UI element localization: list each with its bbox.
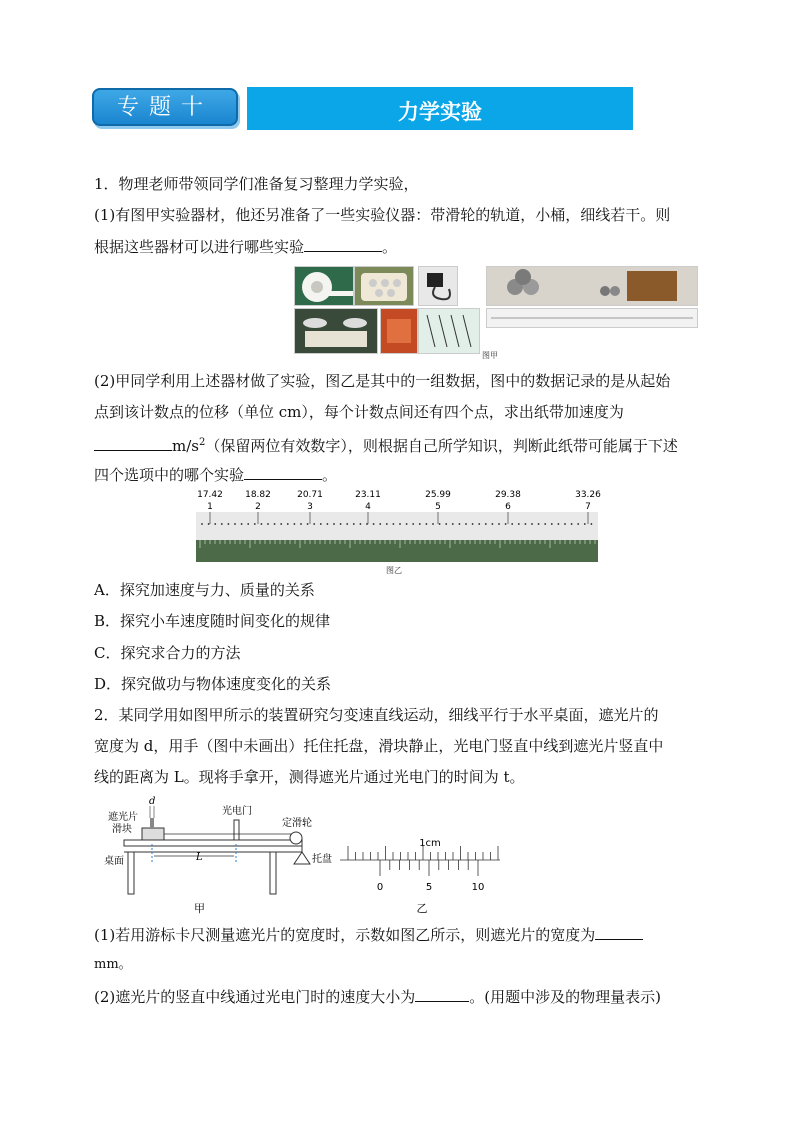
q1-part2-end: 。 bbox=[322, 466, 338, 484]
tape-point-label: 1 bbox=[207, 502, 213, 512]
power-supply-photo bbox=[418, 266, 458, 306]
q2-part1-text: (1)若用游标卡尺测量遮光片的宽度时，示数如图乙所示，则遮光片的宽度为 bbox=[94, 926, 596, 944]
vernier-figure bbox=[340, 832, 510, 916]
tape-point-label: 3 bbox=[307, 502, 313, 512]
label-tray: 托盘 bbox=[312, 854, 332, 865]
label-L: L bbox=[196, 852, 203, 863]
tape-value: 25.99 bbox=[425, 490, 451, 500]
topic-tag: 专题十 bbox=[92, 88, 238, 126]
tape-point-label: 5 bbox=[435, 502, 441, 512]
q1-part1-end: 。 bbox=[382, 238, 398, 256]
label-d: d bbox=[149, 796, 156, 807]
q2-part1-line2: mm。 bbox=[94, 957, 132, 972]
figure-jia-caption: 图甲 bbox=[482, 351, 498, 360]
q2-part2-end: 。(用题中涉及的物理量表示) bbox=[469, 988, 661, 1006]
vernier-zero-label: 0 bbox=[376, 882, 384, 893]
shade-plate bbox=[150, 818, 154, 828]
topic-banner: 力学实验 bbox=[247, 87, 633, 130]
weight-box-photo bbox=[380, 308, 418, 354]
tape-value: 23.11 bbox=[355, 490, 381, 500]
answer-blank bbox=[94, 435, 172, 451]
tape-value: 20.71 bbox=[297, 490, 323, 500]
q1-part2-line2: 点到该计数点的位移（单位 cm），每个计数点间还有四个点，求出纸带加速度为 bbox=[94, 403, 624, 421]
timer-photo bbox=[354, 266, 414, 306]
tape-point-label: 6 bbox=[505, 502, 511, 512]
tape-ruler bbox=[196, 540, 598, 562]
tape-value: 29.38 bbox=[495, 490, 521, 500]
paper-tape-figure bbox=[196, 488, 601, 568]
strings-photo bbox=[418, 308, 480, 354]
tape-roll-photo bbox=[294, 266, 354, 306]
q1-part2-line3 bbox=[94, 433, 678, 456]
q2-part2-text: (2)遮光片的竖直中线通过光电门时的速度大小为 bbox=[94, 988, 416, 1006]
label-gate: 光电门 bbox=[222, 806, 252, 817]
tape-value: 18.82 bbox=[245, 490, 271, 500]
q1-part2-line4 bbox=[94, 464, 337, 485]
tape-strip bbox=[196, 512, 598, 540]
track-apparatus-figure bbox=[104, 792, 344, 916]
answer-blank bbox=[244, 464, 322, 480]
figure-yi-caption: 图乙 bbox=[386, 566, 402, 575]
q1-part2-line1: (2)甲同学利用上述器材做了实验，图乙是其中的一组数据，图中的数据记录的是从起始 bbox=[94, 372, 671, 390]
label-shade: 遮光片 bbox=[108, 812, 138, 823]
label-desk: 桌面 bbox=[104, 856, 124, 867]
pulley bbox=[290, 832, 302, 844]
option-d: D．探究做功与物体速度变化的关系 bbox=[94, 675, 332, 693]
tape-point-label: 4 bbox=[365, 502, 371, 512]
desk-top bbox=[124, 840, 302, 846]
q1-part1-line2 bbox=[94, 236, 397, 257]
tape-value: 33.26 bbox=[575, 490, 601, 500]
q1-part2-line4-text: 四个选项中的哪个实验 bbox=[94, 466, 245, 484]
label-pulley: 定滑轮 bbox=[282, 818, 312, 829]
ruler-photo bbox=[486, 308, 698, 328]
tape-value: 17.42 bbox=[197, 490, 223, 500]
weights-photo bbox=[486, 266, 698, 306]
desk-leg-right bbox=[270, 852, 276, 894]
q1-stem: 1．物理老师带领同学们准备复习整理力学实验， bbox=[94, 175, 419, 193]
label-yi: 乙 bbox=[416, 902, 428, 915]
answer-blank bbox=[415, 986, 469, 1002]
q2-line2: 宽度为 d，用手（图中未画出）托住托盘，滑块静止，光电门竖直中线到遮光片竖直中 bbox=[94, 737, 664, 755]
slider-block bbox=[142, 828, 164, 840]
q2-part1-line1 bbox=[94, 924, 643, 945]
option-c: C．探究求合力的方法 bbox=[94, 644, 241, 662]
q2-line1: 2．某同学用如图甲所示的装置研究匀变速直线运动，细线平行于水平桌面，遮光片的 bbox=[94, 706, 659, 724]
figure-apparatus bbox=[294, 266, 698, 360]
option-a: A．探究加速度与力、质量的关系 bbox=[94, 581, 315, 599]
q1-part1-text: 根据这些器材可以进行哪些实验 bbox=[94, 238, 305, 256]
label-jia: 甲 bbox=[194, 902, 205, 915]
q1-part1-line1: (1)有图甲实验器材，他还另准备了一些实验仪器：带滑轮的轨道，小桶，细线若干。则 bbox=[94, 206, 671, 224]
answer-blank bbox=[304, 236, 382, 252]
q2-line3: 线的距离为 L。现将手拿开，测得遮光片通过光电门的时间为 t。 bbox=[94, 768, 525, 786]
balance-photo bbox=[294, 308, 378, 354]
unit-exponent: 2 bbox=[198, 437, 206, 448]
tape-point-label: 2 bbox=[255, 502, 261, 512]
answer-blank bbox=[595, 924, 643, 940]
option-b: B．探究小车速度随时间变化的规律 bbox=[94, 612, 331, 630]
accel-unit: m/s bbox=[172, 437, 199, 455]
label-block: 滑块 bbox=[112, 824, 132, 835]
tray bbox=[294, 852, 310, 864]
photogate bbox=[234, 820, 239, 840]
vernier-ten-label: 10 bbox=[471, 882, 485, 893]
q1-part2-line3-text: （保留两位有效数字），则根据自己所学知识，判断此纸带可能属于下述 bbox=[205, 437, 678, 455]
desk-leg-left bbox=[128, 852, 134, 894]
q2-part2-line1 bbox=[94, 986, 661, 1007]
vernier-five-label: 5 bbox=[425, 882, 433, 893]
vernier-cm-label: 1cm bbox=[419, 838, 441, 849]
tape-point-label: 7 bbox=[585, 502, 591, 512]
